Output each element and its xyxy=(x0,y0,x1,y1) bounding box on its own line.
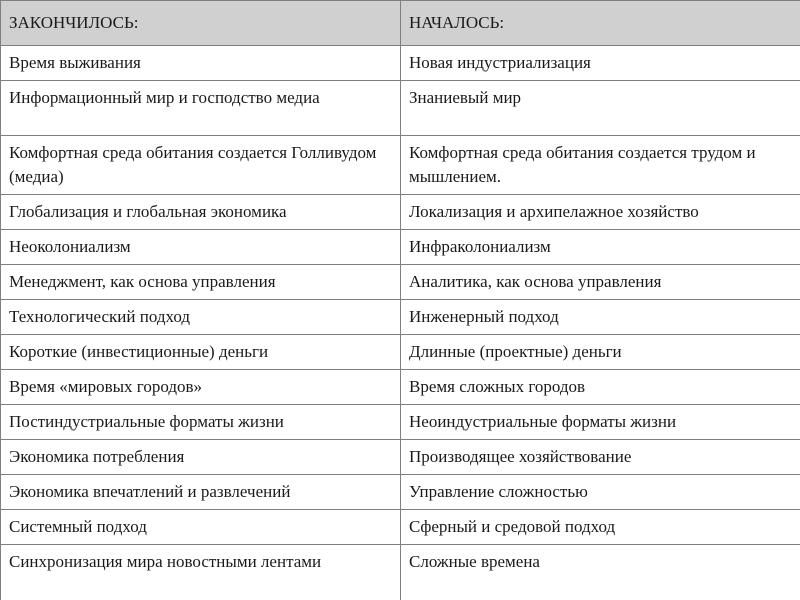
cell-ended: Неоколониализм xyxy=(1,230,401,265)
cell-ended: Информационный мир и господство медиа xyxy=(1,81,401,136)
cell-ended: Глобализация и глобальная экономика xyxy=(1,195,401,230)
cell-started: Неоиндустриальные форматы жизни xyxy=(401,405,800,440)
cell-ended: Время выживания xyxy=(1,46,401,81)
cell-ended: Системный подход xyxy=(1,510,401,545)
cell-started: Новая индустриализация xyxy=(401,46,800,81)
cell-started: Время сложных городов xyxy=(401,370,800,405)
cell-ended: Менеджмент, как основа управления xyxy=(1,265,401,300)
table-row xyxy=(1,195,800,230)
cell-started: Знаниевый мир xyxy=(401,81,800,136)
cell-ended: Экономика впечатлений и развлечений xyxy=(1,475,401,510)
table-row xyxy=(1,300,800,335)
cell-started: Комфортная среда обитания создается трудом и мышлением. xyxy=(401,136,800,195)
table-header-row xyxy=(1,1,800,46)
table-row xyxy=(1,81,800,136)
table-row xyxy=(1,405,800,440)
cell-started: Локализация и архипелажное хозяйство xyxy=(401,195,800,230)
cell-started: Инженерный подход xyxy=(401,300,800,335)
cell-ended: Экономика потребления xyxy=(1,440,401,475)
table-row xyxy=(1,136,800,195)
table-row xyxy=(1,370,800,405)
table-row xyxy=(1,230,800,265)
cell-ended: Время «мировых городов» xyxy=(1,370,401,405)
table-row xyxy=(1,510,800,545)
cell-started: Сферный и средовой подход xyxy=(401,510,800,545)
cell-ended: Комфортная среда обитания создается Голливудом (медиа) xyxy=(1,136,401,195)
table-row xyxy=(1,475,800,510)
header-ended: ЗАКОНЧИЛОСЬ: xyxy=(1,1,401,46)
cell-started: Длинные (проектные) деньги xyxy=(401,335,800,370)
header-started: НАЧАЛОСЬ: xyxy=(401,1,800,46)
table-row xyxy=(1,545,800,600)
cell-started: Аналитика, как основа управления xyxy=(401,265,800,300)
cell-started: Производящее хозяйствование xyxy=(401,440,800,475)
cell-ended: Технологический подход xyxy=(1,300,401,335)
cell-started: Сложные времена xyxy=(401,545,800,600)
cell-started: Инфраколониализм xyxy=(401,230,800,265)
table-row xyxy=(1,440,800,475)
table-row xyxy=(1,46,800,81)
table-row xyxy=(1,265,800,300)
cell-ended: Постиндустриальные форматы жизни xyxy=(1,405,401,440)
cell-ended: Синхронизация мира новостными лентами xyxy=(1,545,401,600)
cell-started: Управление сложностью xyxy=(401,475,800,510)
table-row xyxy=(1,335,800,370)
cell-ended: Короткие (инвестиционные) деньги xyxy=(1,335,401,370)
